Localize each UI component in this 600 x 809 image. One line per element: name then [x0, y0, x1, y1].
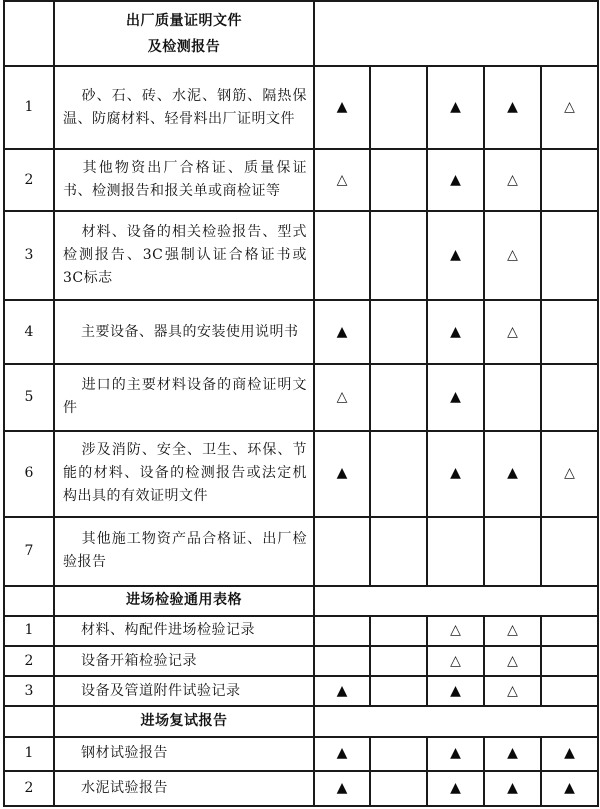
- row-description: [54, 517, 314, 585]
- document-table: [3, 0, 599, 807]
- row-number: 3: [4, 211, 54, 300]
- empty-mark-cell: [541, 300, 598, 364]
- empty-mark-cell: [541, 517, 598, 585]
- row-description: [54, 771, 314, 806]
- row-number: 2: [4, 771, 54, 806]
- row-number: 7: [4, 517, 54, 585]
- empty-mark-cell: [370, 66, 427, 149]
- table-row: [4, 737, 598, 771]
- empty-mark-cell: [314, 646, 370, 676]
- section-header-row: [4, 1, 598, 66]
- hollow-triangle-mark: △: [427, 646, 484, 676]
- empty-mark-cell: [370, 300, 427, 364]
- empty-mark-cell: [370, 517, 427, 585]
- empty-mark-cell: [370, 616, 427, 646]
- filled-triangle-mark: ▲: [314, 771, 370, 806]
- hollow-triangle-mark: △: [541, 431, 598, 518]
- filled-triangle-mark: ▲: [484, 737, 541, 771]
- section-header-row: [4, 706, 598, 736]
- section-blank-cell: [314, 706, 598, 736]
- section-title-line: 进场检验通用表格: [126, 592, 242, 609]
- row-number: 3: [4, 676, 54, 706]
- empty-mark-cell: [541, 616, 598, 646]
- table-row: [4, 616, 598, 646]
- row-number: 1: [4, 737, 54, 771]
- hollow-triangle-mark: △: [484, 646, 541, 676]
- empty-mark-cell: [427, 517, 484, 585]
- empty-mark-cell: [314, 517, 370, 585]
- section-title-line: 出厂质量证明文件: [126, 12, 242, 29]
- row-description: [54, 149, 314, 211]
- empty-mark-cell: [541, 676, 598, 706]
- filled-triangle-mark: ▲: [484, 771, 541, 806]
- section-title-line: 进场复试报告: [140, 712, 228, 729]
- row-description-text: 设备及管道附件试验记录: [81, 682, 241, 699]
- row-description-text: 材料、构配件进场检验记录: [81, 622, 255, 639]
- empty-mark-cell: [484, 517, 541, 585]
- table-row: [4, 211, 598, 300]
- row-description-text: 设备开箱检验记录: [81, 652, 197, 669]
- filled-triangle-mark: ▲: [314, 66, 370, 149]
- row-description: [54, 737, 314, 771]
- table-row: [4, 771, 598, 806]
- filled-triangle-mark: ▲: [427, 300, 484, 364]
- row-number: 1: [4, 66, 54, 149]
- row-description-text: 钢材试验报告: [81, 745, 168, 762]
- row-description-text: 水泥试验报告: [81, 779, 168, 796]
- section-title: [54, 586, 314, 616]
- row-description-text: 其他施工物资产品合格证、出厂检验报告: [63, 531, 307, 571]
- filled-triangle-mark: ▲: [427, 149, 484, 211]
- table-row: [4, 517, 598, 585]
- hollow-triangle-mark: △: [484, 300, 541, 364]
- empty-mark-cell: [370, 771, 427, 806]
- empty-mark-cell: [370, 211, 427, 300]
- hollow-triangle-mark: △: [427, 616, 484, 646]
- hollow-triangle-mark: △: [541, 66, 598, 149]
- row-description: [54, 676, 314, 706]
- section-number-cell: [4, 586, 54, 616]
- table-row: [4, 66, 598, 149]
- filled-triangle-mark: ▲: [427, 771, 484, 806]
- section-title: [54, 1, 314, 66]
- empty-mark-cell: [370, 149, 427, 211]
- table-body: [4, 1, 598, 806]
- hollow-triangle-mark: △: [314, 149, 370, 211]
- row-number: 4: [4, 300, 54, 364]
- section-title-line: 及检测报告: [147, 38, 221, 55]
- empty-mark-cell: [541, 149, 598, 211]
- row-number: 6: [4, 431, 54, 518]
- row-description: [54, 300, 314, 364]
- section-header-row: [4, 586, 598, 616]
- row-description-text: 进口的主要材料设备的商检证明文件: [63, 377, 307, 417]
- empty-mark-cell: [370, 431, 427, 518]
- filled-triangle-mark: ▲: [314, 431, 370, 518]
- hollow-triangle-mark: △: [484, 211, 541, 300]
- filled-triangle-mark: ▲: [541, 737, 598, 771]
- table-row: [4, 364, 598, 430]
- empty-mark-cell: [541, 646, 598, 676]
- empty-mark-cell: [370, 737, 427, 771]
- filled-triangle-mark: ▲: [427, 676, 484, 706]
- filled-triangle-mark: ▲: [484, 66, 541, 149]
- row-number: 5: [4, 364, 54, 430]
- empty-mark-cell: [370, 364, 427, 430]
- row-description: [54, 364, 314, 430]
- row-description-text: 主要设备、器具的安装使用说明书: [81, 323, 299, 340]
- table-row: [4, 646, 598, 676]
- table-row: [4, 431, 598, 518]
- hollow-triangle-mark: △: [484, 676, 541, 706]
- row-description-text: 其他物资出厂合格证、质量保证书、检测报告和报关单或商检证等: [63, 160, 307, 200]
- empty-mark-cell: [314, 616, 370, 646]
- empty-mark-cell: [541, 364, 598, 430]
- table-row: [4, 676, 598, 706]
- row-description: [54, 66, 314, 149]
- filled-triangle-mark: ▲: [427, 364, 484, 430]
- filled-triangle-mark: ▲: [427, 737, 484, 771]
- row-number: 2: [4, 646, 54, 676]
- hollow-triangle-mark: △: [484, 149, 541, 211]
- row-description: [54, 616, 314, 646]
- row-number: 1: [4, 616, 54, 646]
- filled-triangle-mark: ▲: [314, 676, 370, 706]
- row-number: 2: [4, 149, 54, 211]
- filled-triangle-mark: ▲: [314, 300, 370, 364]
- section-blank-cell: [314, 1, 598, 66]
- empty-mark-cell: [314, 211, 370, 300]
- section-number-cell: [4, 706, 54, 736]
- row-description: [54, 211, 314, 300]
- empty-mark-cell: [541, 211, 598, 300]
- table-row: [4, 300, 598, 364]
- row-description: [54, 431, 314, 518]
- section-blank-cell: [314, 586, 598, 616]
- filled-triangle-mark: ▲: [427, 66, 484, 149]
- table-row: [4, 149, 598, 211]
- row-description-text: 涉及消防、安全、卫生、环保、节能的材料、设备的检测报告或法定机构出具的有效证明文件: [63, 442, 307, 505]
- empty-mark-cell: [484, 364, 541, 430]
- empty-mark-cell: [370, 676, 427, 706]
- hollow-triangle-mark: △: [314, 364, 370, 430]
- empty-mark-cell: [370, 646, 427, 676]
- section-number-cell: [4, 1, 54, 66]
- section-title: [54, 706, 314, 736]
- row-description-text: 砂、石、砖、水泥、钢筋、隔热保温、防腐材料、轻骨料出厂证明文件: [63, 87, 307, 127]
- filled-triangle-mark: ▲: [484, 431, 541, 518]
- filled-triangle-mark: ▲: [427, 431, 484, 518]
- filled-triangle-mark: ▲: [427, 211, 484, 300]
- row-description: [54, 646, 314, 676]
- filled-triangle-mark: ▲: [314, 737, 370, 771]
- hollow-triangle-mark: △: [484, 616, 541, 646]
- row-description-text: 材料、设备的相关检验报告、型式检测报告、3C强制认证合格证书或3C标志: [63, 224, 307, 287]
- filled-triangle-mark: ▲: [541, 771, 598, 806]
